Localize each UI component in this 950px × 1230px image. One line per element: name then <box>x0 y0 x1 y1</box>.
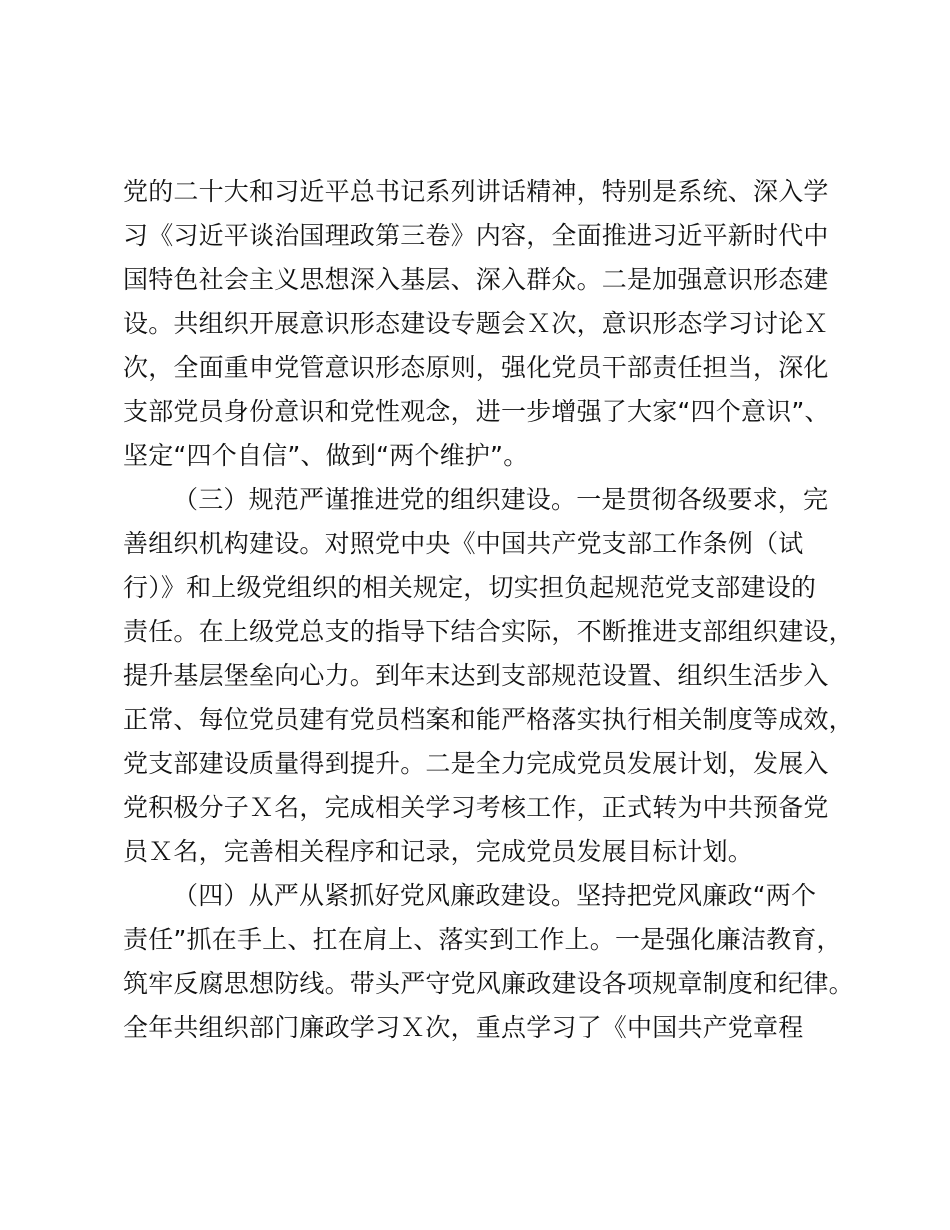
text-line: 支部党员身份意识和党性观念，进一步增强了大家“四个意识”、 <box>123 397 830 426</box>
text-line: 提升基层堡垒向心力。到年末达到支部规范设置、组织生活步入 <box>123 661 829 690</box>
text-line: 国特色社会主义思想深入基层、深入群众。二是加强意识形态建 <box>123 265 829 294</box>
text-line: 责任。在上级党总支的指导下结合实际，不断推进支部组织建设， <box>123 617 854 646</box>
text-line: 党支部建设质量得到提升。二是全力完成党员发展计划，发展入 <box>123 749 829 778</box>
text-line: 设。共组织开展意识形态建设专题会Ｘ次，意识形态学习讨论Ｘ <box>123 309 829 338</box>
text-line: 筑牢反腐思想防线。带头严守党风廉政建设各项规章制度和纪律。 <box>123 969 854 998</box>
text-line: 习《习近平谈治国理政第三卷》内容，全面推进习近平新时代中 <box>123 221 829 250</box>
section-heading-line: （四）从严从紧抓好党风廉政建设。坚持把党风廉政“两个 <box>173 881 817 910</box>
text-line: 党的二十大和习近平总书记系列讲话精神，特别是系统、深入学 <box>123 177 829 206</box>
text-line: 员Ｘ名，完善相关程序和记录，完成党员发展目标计划。 <box>123 837 754 866</box>
text-line: 行）》和上级党组织的相关规定，切实担负起规范党支部建设的 <box>123 573 817 602</box>
text-line: 次，全面重申党管意识形态原则，强化党员干部责任担当，深化 <box>123 353 829 382</box>
text-line: 正常、每位党员建有党员档案和能严格落实执行相关制度等成效， <box>123 705 854 734</box>
text-line: 善组织机构建设。对照党中央《中国共产党支部工作条例（试 <box>123 529 804 558</box>
text-line: 责任”抓在手上、扛在肩上、落实到工作上。一是强化廉洁教育， <box>123 925 842 954</box>
text-line: 全年共组织部门廉政学习Ｘ次，重点学习了《中国共产党章程 <box>123 1013 804 1042</box>
section-heading-line: （三）规范严谨推进党的组织建设。一是贯彻各级要求，完 <box>173 485 829 514</box>
text-line: 党积极分子Ｘ名，完成相关学习考核工作，正式转为中共预备党 <box>123 793 829 822</box>
text-line: 坚定“四个自信”、做到“两个维护”。 <box>123 441 529 470</box>
